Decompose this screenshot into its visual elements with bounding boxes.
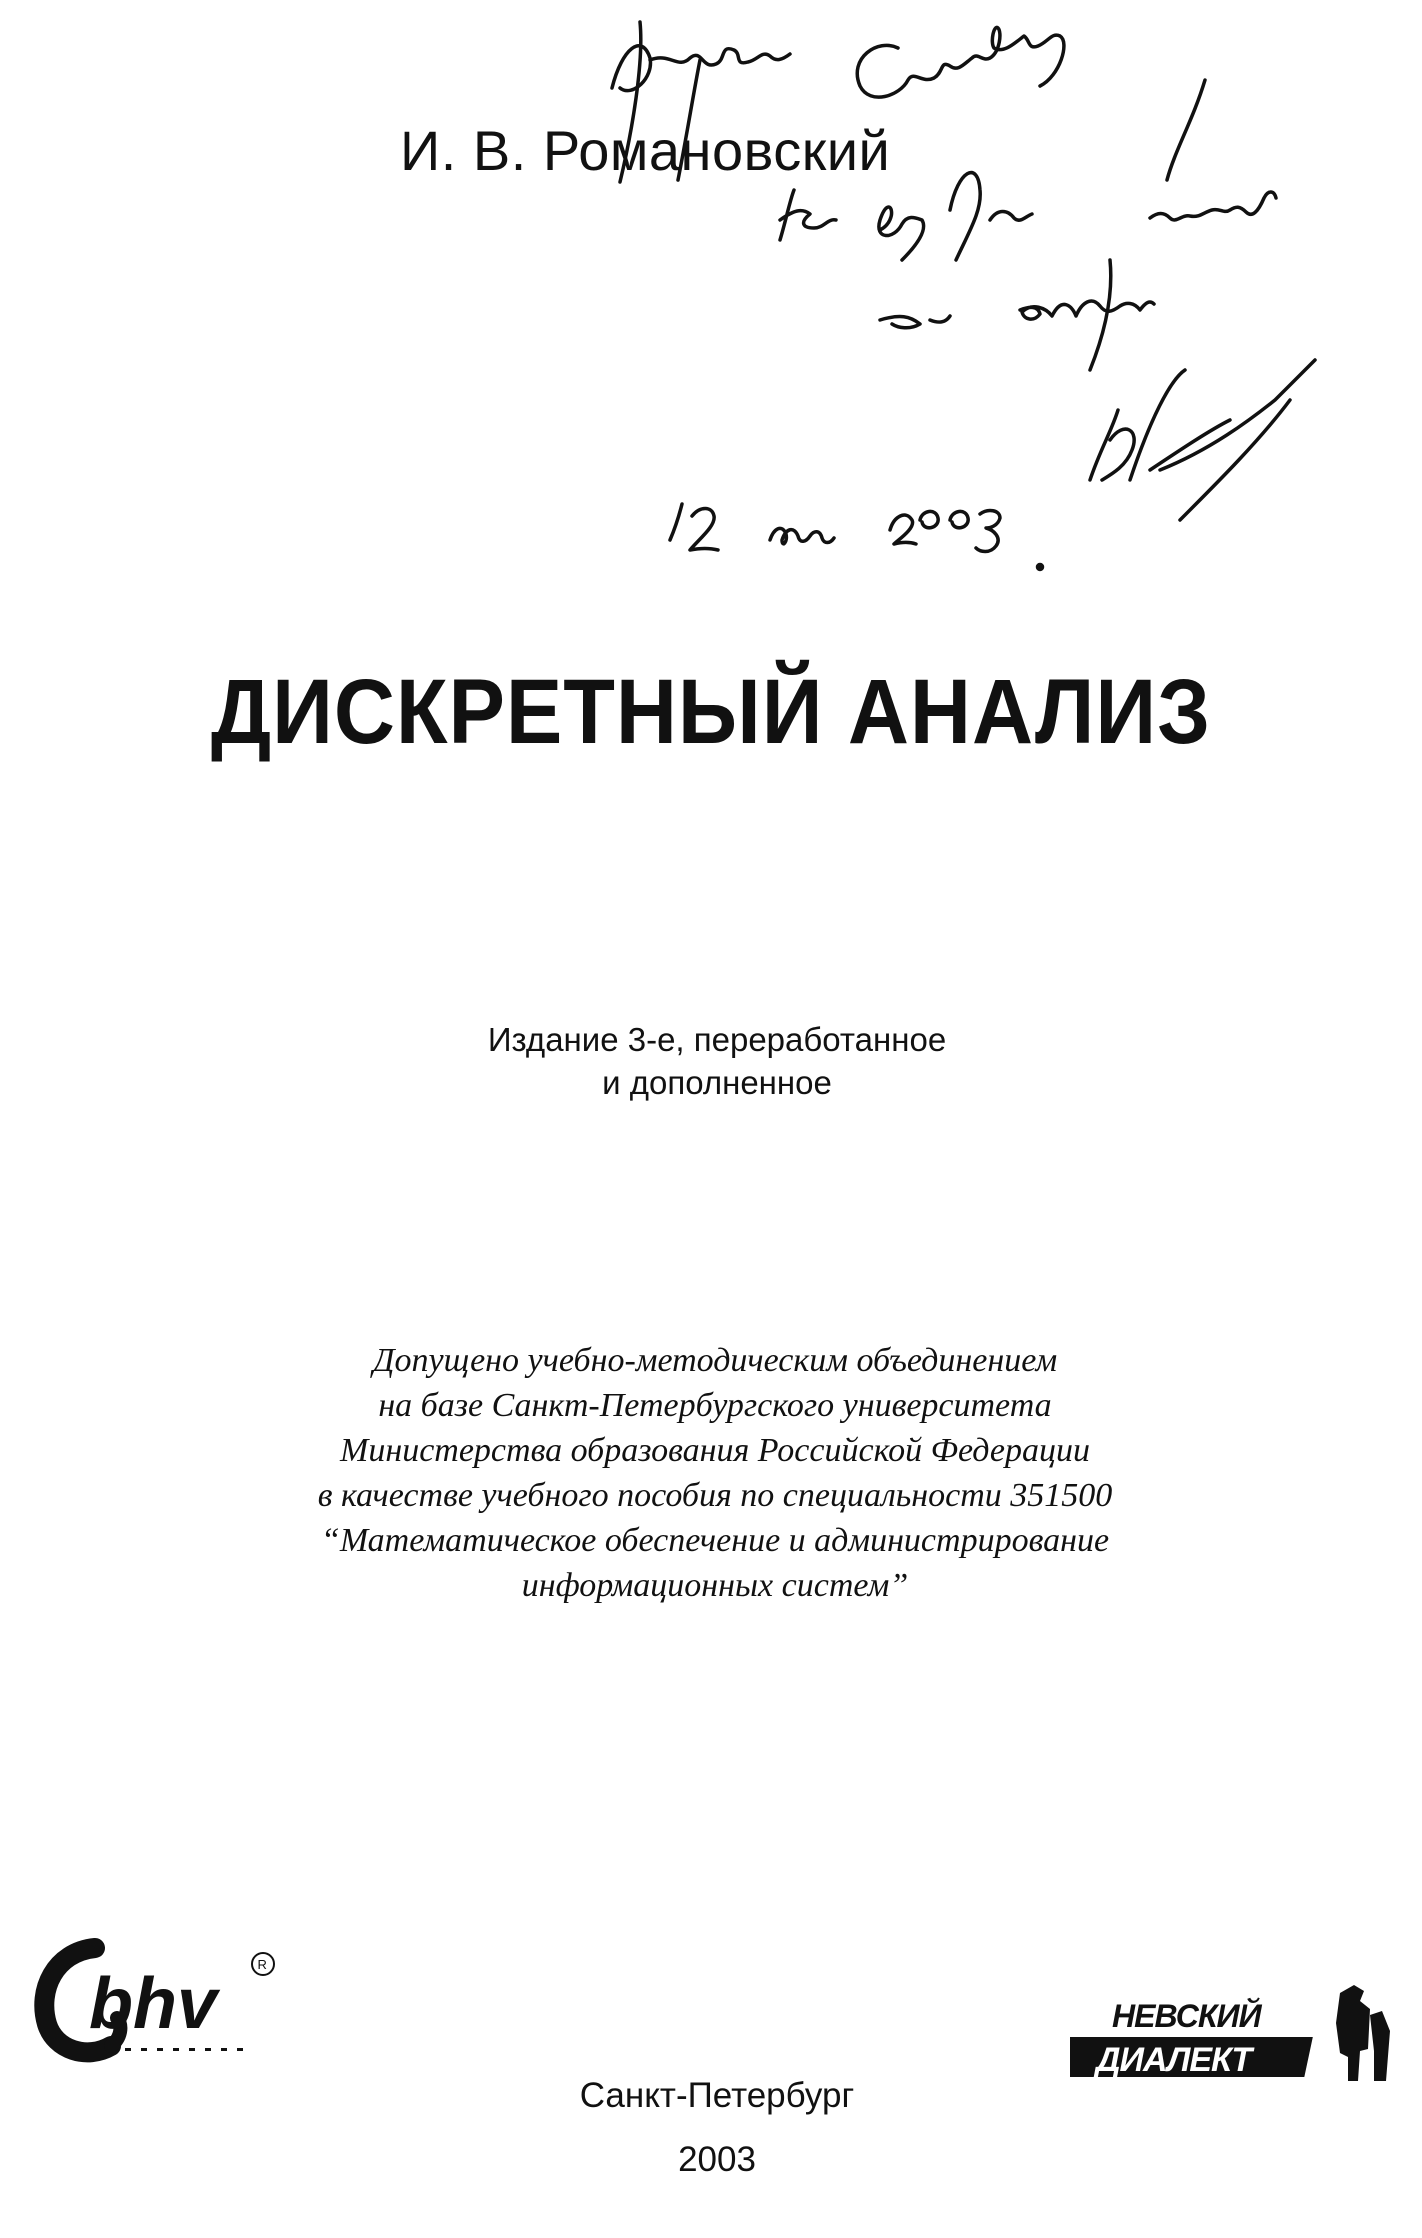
approval-line: в качестве учебного пособия по специальности 351500: [317, 1477, 1113, 1514]
svg-text:ДИАЛЕКТ: ДИАЛЕКТ: [1096, 2041, 1252, 2079]
inscription-line-1: [612, 27, 1064, 97]
bhv-logo: [25, 1920, 285, 2070]
handwritten-inscription: [0, 0, 1422, 620]
book-title: ДИСКРЕТНЫЙ АНАЛИЗ: [210, 661, 1212, 763]
inscription-date: [670, 504, 1000, 552]
author-name: И. В. Романовский: [400, 119, 891, 182]
approval-line: Министерства образования Российской Федерации: [340, 1432, 1090, 1469]
publication-year: 2003: [678, 2140, 756, 2179]
inscription-line-2: [780, 173, 1276, 260]
approval-line: информационных систем”: [521, 1567, 909, 1604]
inscription-line-3: [880, 260, 1154, 370]
svg-text:НЕВСКИЙ: НЕВСКИЙ: [1112, 1998, 1261, 2034]
svg-text:bhv: bhv: [89, 1964, 218, 2044]
signature: [1090, 360, 1315, 520]
edition-line-2: и дополненное: [602, 1064, 832, 1101]
approval-line: “Математическое обеспечение и администрирование: [320, 1522, 1110, 1559]
edition-line-1: Издание 3-е, переработанное: [487, 1021, 947, 1058]
approval-line: на базе Санкт-Петербургского университета: [378, 1387, 1052, 1424]
publication-city: Санкт-Петербург: [579, 2076, 855, 2115]
svg-text:R: R: [257, 1957, 267, 1972]
edition-note: [0, 1018, 1422, 1104]
approval-statement: [0, 1338, 1422, 1608]
approval-line: Допущено учебно-методическим объединением: [372, 1342, 1058, 1379]
